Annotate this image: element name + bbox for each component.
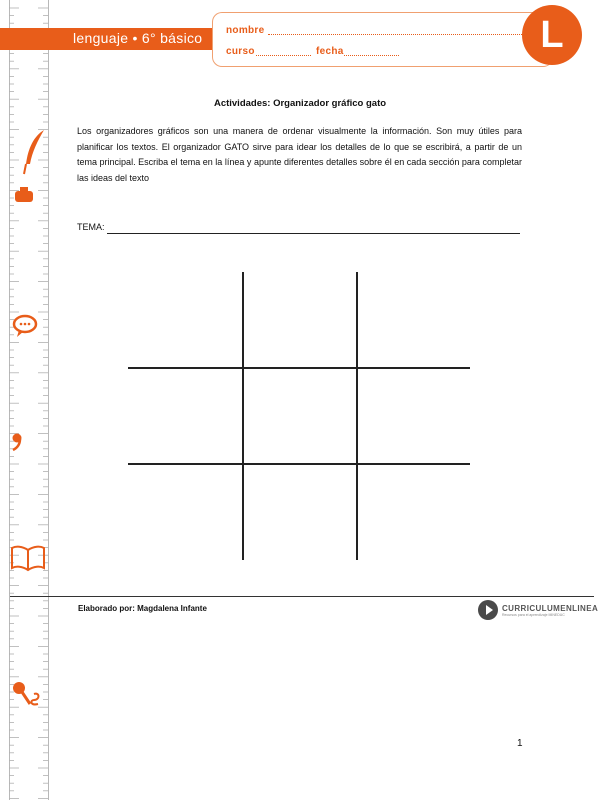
nombre-field[interactable] xyxy=(268,34,522,35)
speech-bubble-icon xyxy=(12,314,38,338)
fecha-label: fecha xyxy=(316,46,344,57)
grid-horizontal-line xyxy=(128,463,470,465)
page-title: Actividades: Organizador gráfico gato xyxy=(213,98,387,109)
logo-subtext: Recursos para el aprendizaje MINEDUC xyxy=(502,613,565,617)
microphone-icon xyxy=(10,680,44,710)
nombre-label: nombre xyxy=(226,25,265,36)
comma-icon xyxy=(10,432,24,452)
curso-label: curso xyxy=(226,46,255,57)
tema-input-line[interactable] xyxy=(107,233,520,234)
curso-field[interactable] xyxy=(256,55,311,56)
student-info-box xyxy=(212,12,553,67)
open-book-icon xyxy=(10,544,46,572)
grid-vertical-line xyxy=(356,272,358,560)
grid-vertical-line xyxy=(242,272,244,560)
subject-badge-letter: L xyxy=(540,14,564,56)
inkwell-icon xyxy=(12,186,36,204)
quill-icon xyxy=(16,128,50,178)
logo-text: CURRICULUMENLINEA xyxy=(502,604,599,613)
subject-label: lenguaje • 6° básico xyxy=(73,30,203,46)
page-number: 1 xyxy=(517,738,523,749)
fecha-field[interactable] xyxy=(344,55,399,56)
logo-play-icon xyxy=(478,600,498,620)
author-credit: Elaborado por: Magdalena Infante xyxy=(78,604,207,613)
footer-divider xyxy=(10,596,594,597)
tema-label: TEMA: xyxy=(77,222,105,232)
grid-horizontal-line xyxy=(128,367,470,369)
instructions-paragraph: Los organizadores gráficos son una manera de ordenar visualmente la información. Son muy útiles para planificar los textos. El organizador GATO sirve para idear los detalles de lo que se escribirá, a partir de un tema principal. Escriba el tema en la línea y apunte diferentes detalles sobre él en cada sección para completar las ideas del texto xyxy=(77,126,522,184)
